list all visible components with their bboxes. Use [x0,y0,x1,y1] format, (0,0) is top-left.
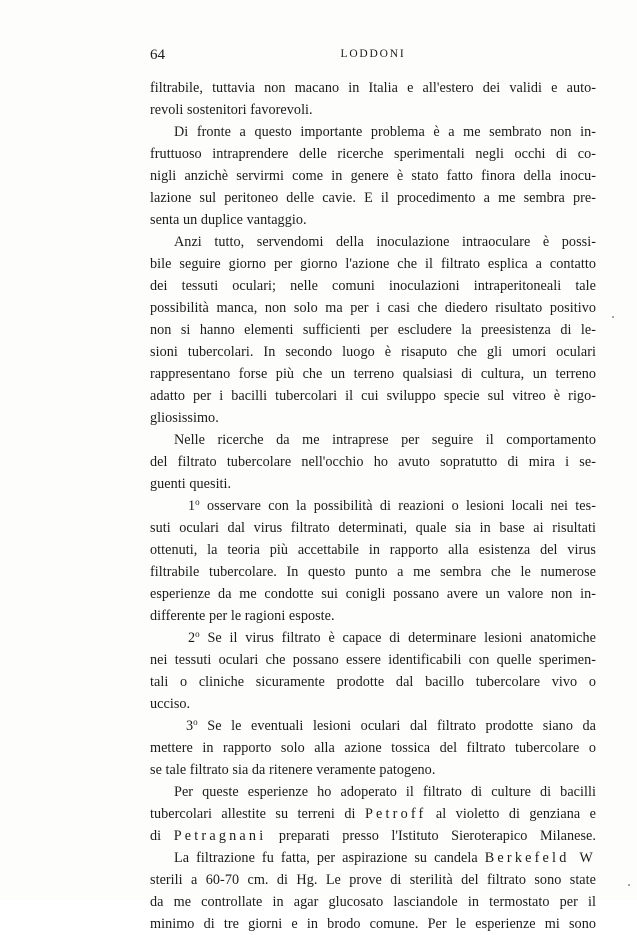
text-line: nei tessuti oculari che possano essere identificabili con quelle sperimen- [150,652,596,668]
text-line: revoli sostenitori favorevoli. [150,102,313,118]
text-line: ottenuti, la teoria più accettabile in rapporto alla esistenza del virus [150,542,596,558]
text-line [150,825,596,847]
text-line-item-2 [150,627,596,649]
text-line: Di fronte a questo importante problema è a me sembrato non in- [174,124,596,140]
text-line: bile seguire giorno per giorno l'azione che il filtrato esplica a contatto [150,256,596,272]
text-run: di [150,828,162,844]
text-line: Nelle ricerche da me intraprese per seguire il comportamento [174,432,596,448]
text-run: tubercolari allestite su terreni di [150,806,356,822]
text-line: non si hanno elementi sufficienti per escludere la preesistenza di le- [150,322,596,338]
text-line: nigli anzichè servirmi come in genere è stato fatto finora della inocu- [150,168,596,184]
text-line: suti oculari dal virus filtrato determinati, quale sia in base ai risultati [150,520,596,536]
text-line-item-1 [150,495,596,517]
page-number: 64 [150,47,165,63]
text-line: differente per le ragioni esposte. [150,608,335,624]
running-title: LODDONI [340,48,406,60]
item-number: 2 [188,630,196,646]
text-line: rappresentano forse più che un terreno qualsiasi di cultura, un terreno [150,366,596,382]
text-line: filtrabile, tuttavia non macano in Italia e all'estero dei validi e auto- [150,80,596,96]
text-run: preparati presso l'Istituto Sieroterapico Milanese. [278,828,596,844]
text-line: tali o cliniche sicuramente prodotte dal bacillo tubercolare vivo o [150,674,596,690]
ordinal-mark: o [193,717,198,727]
author-name-petragnani: Petragnani [173,828,267,844]
author-name-petroff: Petroff [364,806,427,822]
scan-speck [628,884,630,886]
filter-name-berkefeld: Berkefeld W [484,850,596,866]
text-line: possibilità manca, non solo ma per i casi che diedero risultato positivo [150,300,596,316]
text-line: del filtrato tubercolare nell'occhio ho avuto sopratutto di mira i se- [150,454,596,470]
item-number: 3 [186,718,194,734]
text-line: adatto per i bacilli tubercolari il cui sviluppo specie sul vitreo è rigo- [150,388,596,404]
item-text: osservare con la possibilità di reazioni o lesioni locali nei tes- [199,498,596,514]
text-line: da me controllate in agar glucosato lasciandole in termostato per il [150,894,596,910]
text-line: esperienze da me condotte sui conigli possano avere un valore non in- [150,586,596,602]
scan-speck [612,316,614,318]
text-line [150,803,596,825]
item-text: Se le eventuali lesioni oculari dal filtrato prodotte siano da [197,718,596,734]
text-line: guenti quesiti. [150,476,232,492]
text-line: fruttuoso intraprendere delle ricerche sperimentali negli occhi di co- [150,146,596,162]
text-line [150,847,596,869]
text-line: Anzi tutto, servendomi della inoculazione intraoculare è possi- [174,234,596,250]
running-head [150,47,596,67]
text-line: lazione sul peritoneo delle cavie. E il procedimento a me sembra pre- [150,190,596,206]
text-line: dei tessuti oculari; nelle comuni inoculazioni intraperitoneali tale [150,278,596,294]
text-line: minimo di tre giorni e in brodo comune. Per le esperienze mi sono [150,916,596,932]
text-line: ucciso. [150,696,191,712]
text-line: sioni tubercolari. In secondo luogo è risaputo che gli umori oculari [150,344,596,360]
text-line: filtrabile tubercolare. In questo punto a me sembra che le numerose [150,564,596,580]
text-line: mettere in rapporto solo alla azione tossica del filtrato tubercolare o [150,740,596,756]
text-line: Per queste esperienze ho adoperato il filtrato di culture di bacilli [174,784,596,800]
text-run: al violetto di genziana e [435,806,596,822]
text-line: se tale filtrato sia da ritenere veramente patogeno. [150,762,436,778]
ordinal-mark: o [195,497,200,507]
text-line: senta un duplice vantaggio. [150,212,307,228]
item-text: Se il virus filtrato è capace di determinare lesioni anatomiche [199,630,596,646]
body-text [150,77,596,935]
text-line-item-3 [150,715,596,737]
ordinal-mark: o [195,629,200,639]
item-number: 1 [188,498,196,514]
text-line: gliosissimo. [150,410,219,426]
text-line: sterili a 60-70 cm. di Hg. Le prove di sterilità del filtrato sono state [150,872,596,888]
text-run: La filtrazione fu fatta, per aspirazione su candela [174,850,478,866]
